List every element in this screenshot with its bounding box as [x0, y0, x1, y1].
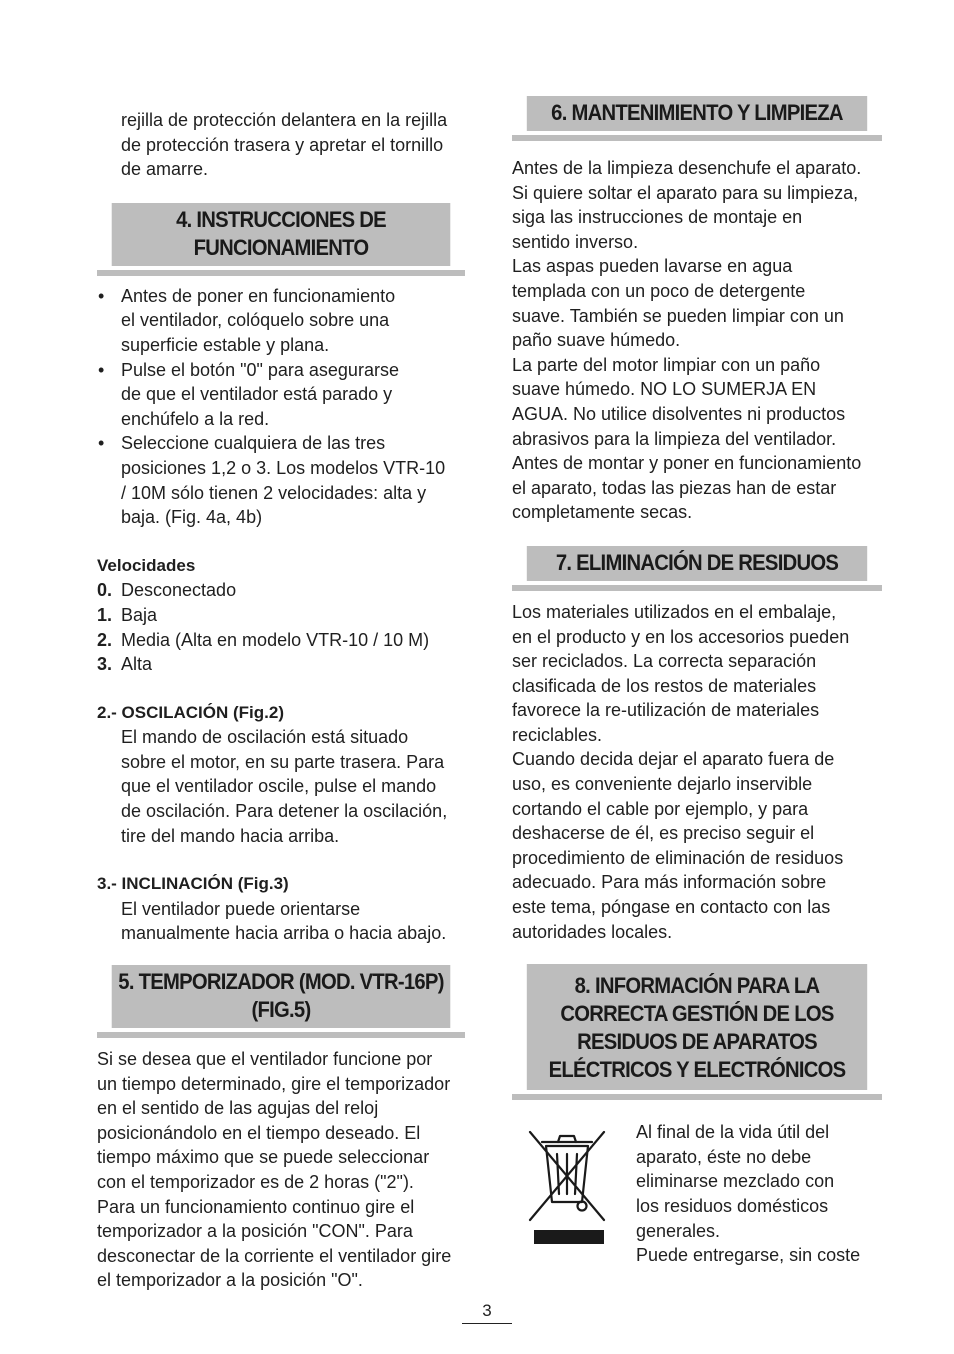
section-5-body — [97, 1047, 465, 1293]
list-item-line: • Seleccione cualquiera de las tres — [121, 433, 386, 454]
speed-row — [97, 578, 465, 603]
section-5-underline — [97, 1032, 465, 1038]
list-item-line: el ventilador, colóquelo sobre una — [121, 310, 390, 331]
speed-number: 3. — [97, 654, 113, 675]
list-item-line: • Pulse el botón "0" para asegurarse — [121, 359, 399, 380]
speeds-block — [97, 554, 465, 677]
instructions-list — [97, 284, 465, 530]
section-4-underline — [97, 270, 465, 276]
weee-line: Puede entregarse, sin coste — [636, 1245, 861, 1266]
list-item-line: • Antes de poner en funcionamiento — [121, 285, 396, 306]
list-item-line: enchúfelo a la red. — [121, 408, 270, 429]
section-5-title — [112, 965, 451, 1028]
section-7-line: en el producto y en los accesorios pueden — [512, 626, 850, 647]
section-6-line: La parte del motor limpiar con un paño — [512, 354, 821, 375]
speed-label: Media (Alta en modelo VTR-10 / 10 M) — [121, 629, 430, 650]
section-7-line: procedimiento de eliminación de residuos — [512, 847, 844, 868]
intro-paragraph — [97, 108, 465, 182]
section-7-line: clasificada de los restos de materiales — [512, 675, 817, 696]
section-6-line: completamente secas. — [512, 502, 693, 523]
section-6-underline — [512, 135, 882, 141]
section-6-line: paño suave húmedo. — [512, 330, 681, 351]
section-7-line: autoridades locales. — [512, 921, 673, 942]
section-5-line: tiempo máximo que se puede seleccionar — [97, 1147, 430, 1168]
weee-line: eliminarse mezclado con — [636, 1171, 835, 1192]
section-5-title-line: 5. TEMPORIZADOR (MOD. VTR-16P) — [118, 969, 444, 995]
section-6-line: siga las instrucciones de montaje en — [512, 207, 803, 228]
list-item-line: posiciones 1,2 o 3. Los modelos VTR-10 — [121, 457, 446, 478]
inclinacion-block — [97, 872, 465, 946]
section-5-line: en el sentido de las agujas del reloj — [97, 1098, 379, 1119]
speed-number: 1. — [97, 604, 113, 625]
section-7-line: Cuando decida dejar el aparato fuera de — [512, 749, 835, 770]
section-5-title-line: (FIG.5) — [251, 997, 311, 1023]
section-7 — [512, 546, 882, 591]
crossed-out-wheelie-bin-icon — [512, 1120, 624, 1268]
section-4-title-line: 4. INSTRUCCIONES DE — [176, 206, 386, 232]
speed-row — [97, 603, 465, 628]
weee-notice — [512, 1120, 882, 1268]
list-item — [97, 284, 465, 358]
section-8-title-line: ELÉCTRICOS Y ELECTRÓNICOS — [548, 1057, 846, 1083]
section-7-line: favorece la re-utilización de materiales — [512, 700, 820, 721]
speed-row — [97, 628, 465, 653]
inclinacion-line: El ventilador puede orientarse — [121, 898, 361, 919]
section-4 — [97, 203, 465, 276]
section-6-line: templada con un poco de detergente — [512, 280, 806, 301]
oscilacion-line: tire del mando hacia arriba. — [121, 825, 340, 846]
section-5-line: el temporizador a la posición "O". — [97, 1270, 363, 1291]
section-6-line: el aparato, todas las piezas han de estar — [512, 477, 837, 498]
speeds-title: Velocidades — [97, 555, 196, 575]
list-item-line: baja. (Fig. 4a, 4b) — [121, 507, 263, 528]
section-6 — [512, 96, 882, 141]
section-7-line: Los materiales utilizados en el embalaje, — [512, 601, 837, 622]
section-8 — [512, 964, 882, 1100]
weee-line: Al final de la vida útil del — [636, 1122, 830, 1143]
section-6-line: AGUA. No utilice disolventes ni productos — [512, 403, 846, 424]
weee-text — [624, 1120, 882, 1268]
section-8-title-line: CORRECTA GESTIÓN DE LOS — [560, 1001, 834, 1027]
speed-number: 2. — [97, 629, 113, 650]
right-column — [512, 96, 882, 1268]
oscilacion-line: El mando de oscilación está situado — [121, 727, 409, 748]
section-5-line: desconectar de la corriente el ventilador gire — [97, 1245, 452, 1266]
section-6-body — [512, 156, 882, 525]
section-6-line: suave húmedo. NO LO SUMERJA EN — [512, 379, 817, 400]
section-6-line: Las aspas pueden lavarse en agua — [512, 256, 793, 277]
section-7-title: 7. ELIMINACIÓN DE RESIDUOS — [527, 546, 867, 581]
oscilacion-title: 2.- OSCILACIÓN (Fig.2) — [97, 702, 284, 722]
section-7-line: adecuado. Para más información sobre — [512, 872, 827, 893]
section-8-title-line: 8. INFORMACIÓN PARA LA — [574, 973, 820, 999]
list-item-line: de que el ventilador está parado y — [121, 384, 393, 405]
list-item-line: superficie estable y plana. — [121, 334, 330, 355]
section-8-title — [527, 964, 867, 1090]
section-5-line: Si se desea que el ventilador funcione por — [97, 1049, 433, 1070]
speed-label: Alta — [121, 654, 153, 675]
section-4-title — [112, 203, 451, 266]
section-5-line: temporizador a la posición "CON". Para — [97, 1221, 413, 1242]
weee-line: aparato, éste no debe — [636, 1146, 812, 1167]
section-6-line: sentido inverso. — [512, 231, 639, 252]
intro-line: de amarre. — [121, 159, 209, 180]
section-5-line: Para un funcionamiento continuo gire el — [97, 1196, 415, 1217]
inclinacion-line: manualmente hacia arriba o hacia abajo. — [121, 923, 447, 944]
section-6-line: abrasivos para la limpieza del ventilador. — [512, 428, 837, 449]
weee-line: generales. — [636, 1220, 721, 1241]
oscilacion-block — [97, 701, 465, 849]
section-6-title: 6. MANTENIMIENTO Y LIMPIEZA — [527, 96, 867, 131]
section-7-line: cortando el cable por ejemplo, y para — [512, 798, 809, 819]
list-item — [97, 431, 465, 529]
section-5-line: con el temporizador es de 2 horas ("2"). — [97, 1172, 414, 1192]
section-5-line: un tiempo determinado, gire el temporizador — [97, 1073, 451, 1094]
section-7-line: uso, es conveniente dejarlo inservible — [512, 774, 813, 795]
intro-line: rejilla de protección delantera en la rejilla — [121, 110, 448, 130]
speed-row — [97, 652, 465, 677]
speed-label: Desconectado — [121, 580, 237, 601]
list-item-line: / 10M sólo tienen 2 velocidades: alta y — [121, 482, 427, 503]
section-6-line: Antes de la limpieza desenchufe el aparato. — [512, 158, 862, 178]
speed-label: Baja — [121, 604, 158, 625]
section-8-underline — [512, 1094, 882, 1100]
left-column — [97, 108, 465, 1293]
section-4-title-line: FUNCIONAMIENTO — [193, 234, 369, 260]
section-8-title-line: RESIDUOS DE APARATOS — [577, 1029, 817, 1055]
oscilacion-line: que el ventilador oscile, pulse el mando — [121, 776, 437, 797]
section-5 — [97, 965, 465, 1038]
intro-line: de protección trasera y apretar el tornillo — [121, 134, 444, 155]
speed-number: 0. — [97, 580, 113, 601]
section-5-line: posicionándolo en el tiempo deseado. El — [97, 1122, 421, 1143]
section-6-line: suave. También se pueden limpiar con un — [512, 305, 844, 326]
oscilacion-line: sobre el motor, en su parte trasera. Para — [121, 751, 445, 772]
section-7-line: deshacerse de él, es preciso seguir el — [512, 823, 815, 844]
section-7-body — [512, 600, 882, 944]
section-7-line: reciclables. — [512, 724, 603, 745]
weee-line: los residuos domésticos — [636, 1196, 829, 1216]
section-7-line: ser reciclados. La correcta separación — [512, 651, 817, 672]
section-7-line: este tema, póngase en contacto con las — [512, 897, 831, 918]
list-item — [97, 358, 465, 432]
oscilacion-line: de oscilación. Para detener la oscilación, — [121, 801, 448, 822]
inclinacion-title: 3.- INCLINACIÓN (Fig.3) — [97, 874, 289, 894]
section-7-underline — [512, 585, 882, 591]
section-6-line: Si quiere soltar el aparato para su limpieza, — [512, 182, 859, 203]
section-6-line: Antes de montar y poner en funcionamiento — [512, 453, 862, 474]
page-number: 3 — [462, 1301, 512, 1324]
